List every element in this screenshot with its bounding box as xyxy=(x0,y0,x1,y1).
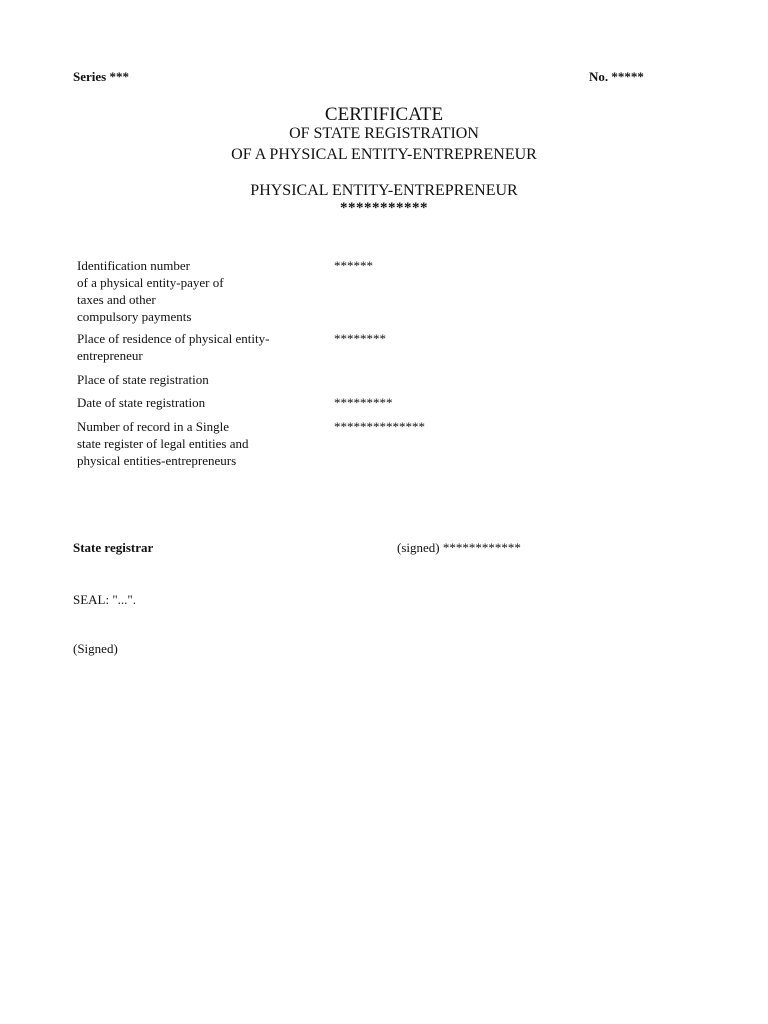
field-value-identification-number: ****** xyxy=(334,258,373,273)
field-label-place-of-residence: Place of residence of physical entity- entrepreneur xyxy=(77,331,270,363)
field-value-record-number: ************** xyxy=(334,419,425,434)
series-label: Series *** xyxy=(73,69,129,84)
field-label-record-number: Number of record in a Single state register of legal entities and physical entities-entrepreneurs xyxy=(77,419,249,468)
field-label-identification-number: Identification number of a physical entity-payer of taxes and other compulsory payments xyxy=(77,258,224,324)
field-value-date-of-registration: ********* xyxy=(334,395,393,410)
subject-heading: PHYSICAL ENTITY-ENTREPRENEUR xyxy=(250,182,518,199)
certificate-number: No. ***** xyxy=(589,69,644,84)
field-label-date-of-registration: Date of state registration xyxy=(77,395,206,410)
signed-text: (Signed) xyxy=(73,641,118,656)
document-title-line-2: OF STATE REGISTRATION xyxy=(289,125,479,142)
state-registrar-label: State registrar xyxy=(73,540,154,555)
field-value-place-of-residence: ******** xyxy=(334,331,386,346)
state-registrar-signature: (signed) ************ xyxy=(397,540,521,555)
field-label-place-of-registration: Place of state registration xyxy=(77,372,209,387)
seal-text: SEAL: "...". xyxy=(73,592,136,607)
document-title: CERTIFICATE xyxy=(324,104,444,125)
subject-name: *********** xyxy=(340,200,428,216)
document-title-line-3: OF A PHYSICAL ENTITY-ENTREPRENEUR xyxy=(231,146,537,163)
